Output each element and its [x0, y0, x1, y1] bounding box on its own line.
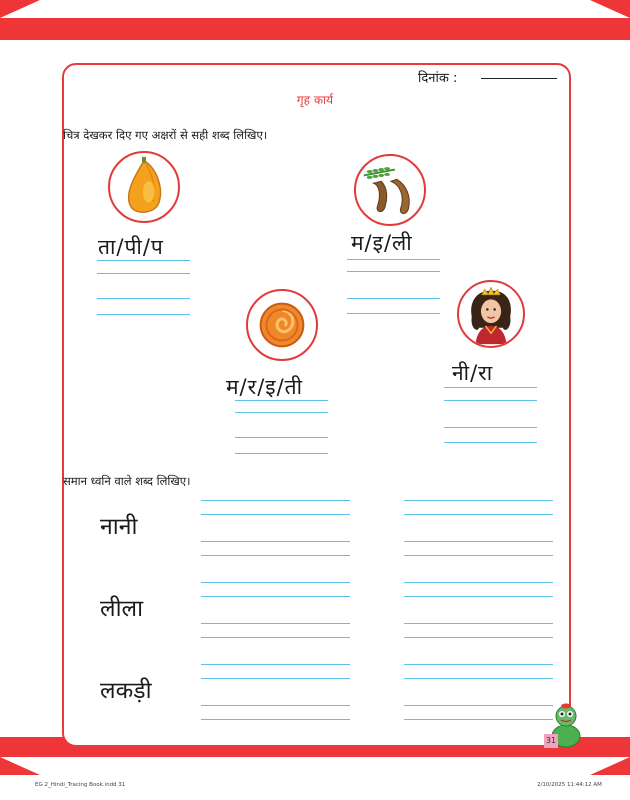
- writing-line[interactable]: [201, 705, 350, 706]
- writing-line[interactable]: [201, 678, 350, 679]
- jumbled-letters-papaya: ता/पी/प: [98, 235, 164, 259]
- writing-line[interactable]: [347, 271, 440, 272]
- writing-line[interactable]: [201, 555, 350, 556]
- writing-line[interactable]: [201, 719, 350, 720]
- writing-line[interactable]: [235, 453, 328, 454]
- writing-line[interactable]: [97, 298, 190, 299]
- writing-line[interactable]: [404, 678, 553, 679]
- section1-instruction: चित्र देखकर दिए गए अक्षरों से सही शब्द लिखिए।: [63, 128, 268, 142]
- page-number: 31: [544, 734, 558, 748]
- tamarind-picture: [354, 154, 426, 226]
- writing-line[interactable]: [404, 555, 553, 556]
- writing-line[interactable]: [404, 637, 553, 638]
- date-label: दिनांक :: [418, 71, 458, 86]
- jalebi-icon: [248, 291, 316, 359]
- date-writing-line[interactable]: [481, 78, 557, 79]
- queen-icon: [459, 282, 523, 346]
- writing-line[interactable]: [235, 437, 328, 438]
- writing-line[interactable]: [347, 313, 440, 314]
- top-right-corner-flap: [590, 0, 630, 18]
- writing-line[interactable]: [404, 596, 553, 597]
- writing-line[interactable]: [404, 582, 553, 583]
- jumbled-letters-queen: नी/रा: [452, 361, 494, 385]
- writing-line[interactable]: [201, 623, 350, 624]
- page-title: गृह कार्य: [296, 93, 334, 107]
- rhyme-word-lakdi: लकड़ी: [100, 678, 152, 704]
- writing-line[interactable]: [404, 514, 553, 515]
- file-name-footer: EG 2_Hindi_Tracing Book.indd 31: [35, 782, 126, 788]
- writing-line[interactable]: [97, 273, 190, 274]
- writing-line[interactable]: [235, 400, 328, 401]
- jalebi-picture: [246, 289, 318, 361]
- papaya-picture: [108, 151, 180, 223]
- section2-instruction: समान ध्वनि वाले शब्द लिखिए।: [63, 474, 191, 488]
- writing-line[interactable]: [201, 514, 350, 515]
- top-left-corner-flap: [0, 0, 40, 18]
- writing-line[interactable]: [444, 427, 537, 428]
- tamarind-icon: [356, 156, 424, 224]
- writing-line[interactable]: [347, 259, 440, 260]
- queen-picture: [457, 280, 525, 348]
- timestamp-footer: 2/10/2025 11:44:12 AM: [537, 782, 602, 788]
- top-decorative-band: [0, 18, 630, 40]
- writing-line[interactable]: [347, 298, 440, 299]
- writing-line[interactable]: [201, 500, 350, 501]
- writing-line[interactable]: [97, 260, 190, 261]
- papaya-icon: [110, 153, 178, 221]
- writing-line[interactable]: [235, 412, 328, 413]
- jumbled-letters-jalebi: म/र/इ/ती: [226, 375, 304, 399]
- writing-line[interactable]: [444, 442, 537, 443]
- jumbled-letters-tamarind: म/इ/ली: [351, 231, 413, 255]
- writing-line[interactable]: [201, 596, 350, 597]
- writing-line[interactable]: [404, 623, 553, 624]
- writing-line[interactable]: [404, 719, 553, 720]
- writing-line[interactable]: [201, 541, 350, 542]
- writing-line[interactable]: [404, 541, 553, 542]
- bottom-right-corner-flap: [590, 757, 630, 775]
- writing-line[interactable]: [201, 582, 350, 583]
- rhyme-word-leela: लीला: [100, 596, 144, 622]
- writing-line[interactable]: [404, 705, 553, 706]
- writing-line[interactable]: [97, 314, 190, 315]
- writing-line[interactable]: [404, 500, 553, 501]
- writing-line[interactable]: [201, 664, 350, 665]
- rhyme-word-nani: नानी: [100, 514, 138, 540]
- writing-line[interactable]: [201, 637, 350, 638]
- writing-line[interactable]: [444, 400, 537, 401]
- bottom-left-corner-flap: [0, 757, 40, 775]
- writing-line[interactable]: [404, 664, 553, 665]
- writing-line[interactable]: [444, 387, 537, 388]
